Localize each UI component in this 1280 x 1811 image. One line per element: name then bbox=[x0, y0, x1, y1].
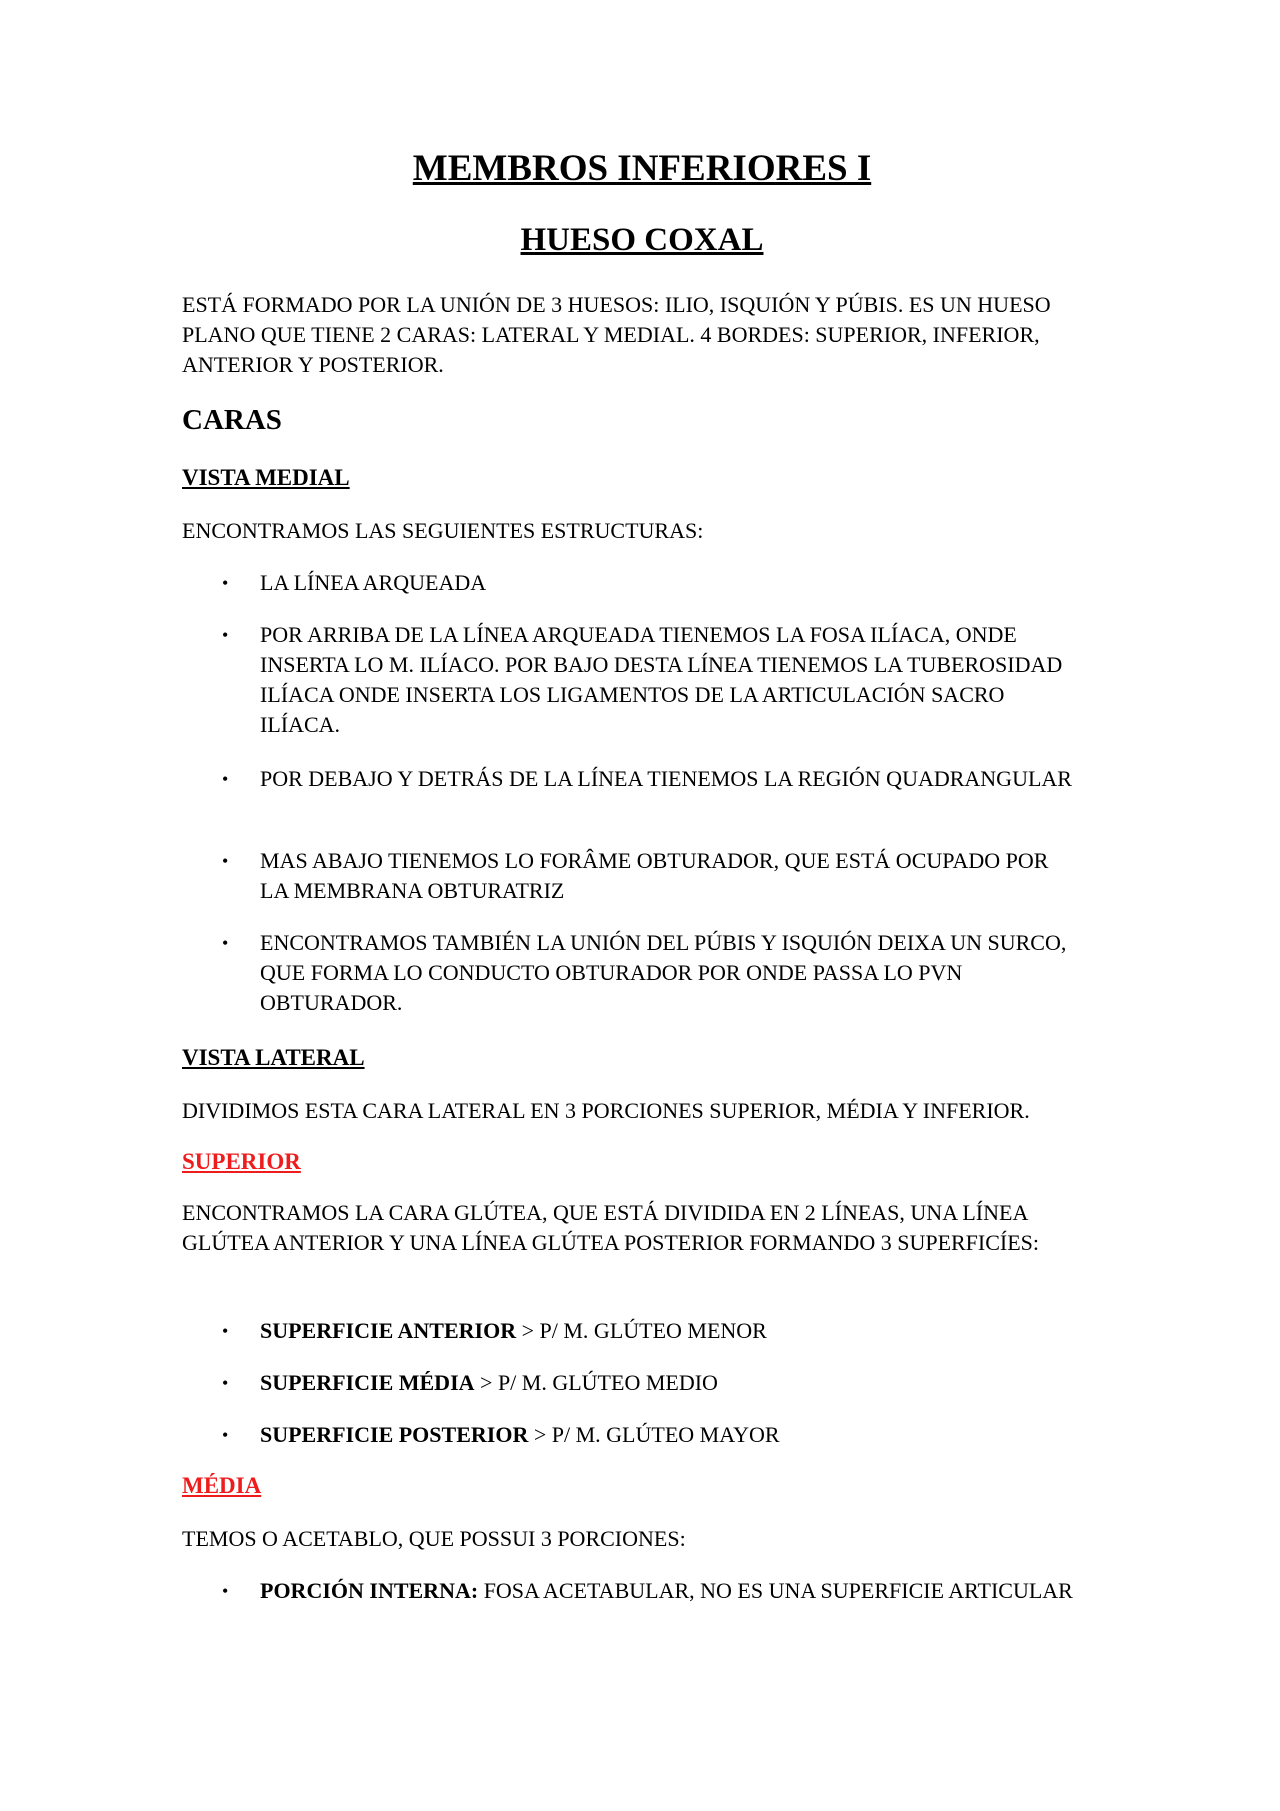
list-item bbox=[222, 1420, 1080, 1450]
media-paragraph: TEMOS O ACETABLO, QUE POSSUI 3 PORCIONES: bbox=[182, 1526, 686, 1551]
vista-lateral-intro: DIVIDIMOS ESTA CARA LATERAL EN 3 PORCIONES SUPERIOR, MÉDIA Y INFERIOR. bbox=[182, 1098, 1030, 1123]
list-item-text: > P/ M. GLÚTEO MAYOR bbox=[528, 1422, 780, 1447]
list-item bbox=[222, 620, 1080, 740]
list-item-text: FOSA ACETABULAR, NO ES UNA SUPERFICIE ARTICULAR bbox=[478, 1578, 1073, 1603]
list-item bbox=[222, 1368, 1080, 1398]
list-item bbox=[222, 764, 1080, 794]
list-item bbox=[222, 568, 1080, 598]
vista-medial-intro: ENCONTRAMOS LAS SEGUIENTES ESTRUCTURAS: bbox=[182, 518, 704, 543]
bullet-icon: • bbox=[222, 1321, 229, 1341]
bullet-icon: • bbox=[222, 1425, 229, 1445]
list-item-text: LA LÍNEA ARQUEADA bbox=[260, 570, 487, 595]
bullet-icon: • bbox=[222, 1373, 229, 1393]
bullet-icon: • bbox=[222, 769, 229, 789]
subsection-heading-vista-lateral: VISTA LATERAL bbox=[182, 1045, 365, 1070]
list-item bbox=[222, 1576, 1080, 1606]
list-item bbox=[222, 1316, 1080, 1346]
list-item-bold: SUPERFICIE ANTERIOR bbox=[260, 1318, 517, 1343]
subsection-heading-vista-medial: VISTA MEDIAL bbox=[182, 465, 350, 490]
list-item bbox=[222, 928, 1080, 1018]
bullet-icon: • bbox=[222, 1581, 229, 1601]
subsection-heading-media: MÉDIA bbox=[182, 1473, 262, 1498]
subsection-heading-superior: SUPERIOR bbox=[182, 1149, 301, 1174]
superior-paragraph: ENCONTRAMOS LA CARA GLÚTEA, QUE ESTÁ DIVIDIDA EN 2 LÍNEAS, UNA LÍNEA GLÚTEA ANTERIOR Y UNA LÍNEA GLÚTEA POSTERIOR FORMANDO 3 SUPERFICÍES: bbox=[182, 1200, 1040, 1255]
bullet-icon: • bbox=[222, 625, 229, 645]
section-heading-caras: CARAS bbox=[182, 404, 282, 436]
document-title: MEMBROS INFERIORES I bbox=[412, 148, 872, 189]
document-subtitle: HUESO COXAL bbox=[520, 222, 764, 258]
list-item-text: POR ARRIBA DE LA LÍNEA ARQUEADA TIENEMOS LA FOSA ILÍACA, ONDE INSERTA LO M. ILÍACO. POR BAJO DESTA LÍNEA TIENEMOS LA TUBEROSIDAD ILÍACA ONDE INSERTA LOS LIGAMENTOS DE LA ARTICULACIÓN SACRO ILÍACA. bbox=[260, 622, 1063, 737]
list-item-text: MAS ABAJO TIENEMOS LO FORÂME OBTURADOR, QUE ESTÁ OCUPADO POR LA MEMBRANA OBTURATRIZ bbox=[260, 848, 1049, 903]
list-item-bold: SUPERFICIE POSTERIOR bbox=[260, 1422, 529, 1447]
list-item-bold: PORCIÓN INTERNA: bbox=[260, 1578, 479, 1603]
list-item-text: POR DEBAJO Y DETRÁS DE LA LÍNEA TIENEMOS LA REGIÓN QUADRANGULAR bbox=[260, 766, 1072, 791]
list-item-text: > P/ M. GLÚTEO MENOR bbox=[516, 1318, 767, 1343]
list-item-text: ENCONTRAMOS TAMBIÉN LA UNIÓN DEL PÚBIS Y ISQUIÓN DEIXA UN SURCO, QUE FORMA LO CONDUCTO OBTURADOR POR ONDE PASSA LO PVN OBTURADOR. bbox=[260, 930, 1067, 1015]
list-item-bold: SUPERFICIE MÉDIA bbox=[260, 1370, 475, 1395]
bullet-icon: • bbox=[222, 851, 229, 871]
bullet-icon: • bbox=[222, 573, 229, 593]
list-item bbox=[222, 846, 1080, 906]
bullet-icon: • bbox=[222, 933, 229, 953]
intro-paragraph: ESTÁ FORMADO POR LA UNIÓN DE 3 HUESOS: ILIO, ISQUIÓN Y PÚBIS. ES UN HUESO PLANO QUE TIENE 2 CARAS: LATERAL Y MEDIAL. 4 BORDES: SUPERIOR, INFERIOR, ANTERIOR Y POSTERIOR. bbox=[182, 292, 1051, 377]
list-item-text: > P/ M. GLÚTEO MEDIO bbox=[474, 1370, 718, 1395]
